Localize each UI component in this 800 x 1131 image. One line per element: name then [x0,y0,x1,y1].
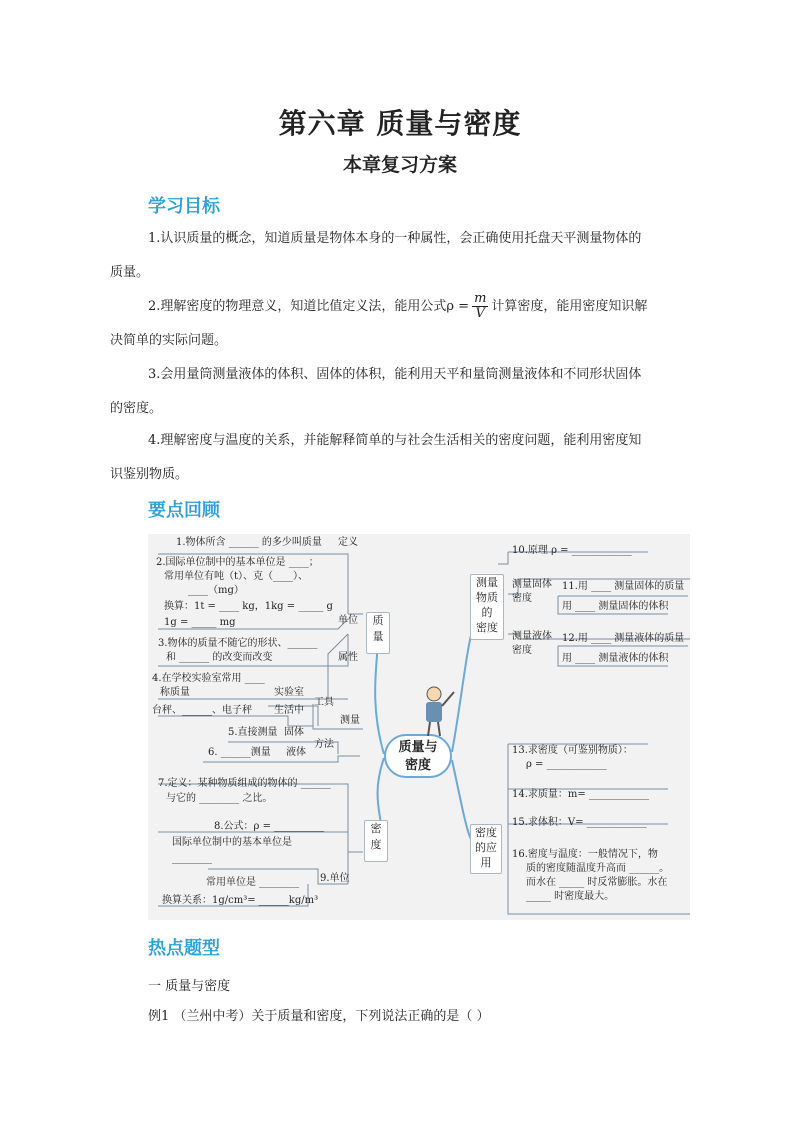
tag-lab: 实验室 [274,687,304,698]
goal-1 [110,222,690,290]
density-common-unit: 常用单位是 ________ [206,877,300,888]
formula-denominator: V [475,306,485,321]
goal-3-line-b: 的密度。 [110,401,163,416]
node-measure-solid: 测量固体 密度 [512,579,552,604]
indirect-measure: 6. ______测量 [208,747,271,758]
teacher-figure-icon [410,684,458,738]
density-temperature-c: 而水在 _____ 时反常膨胀。水在 [526,877,668,888]
goal-3 [110,358,690,426]
find-density: 13.求密度（可鉴别物质）： [512,745,633,756]
solid-volume-step: 用 ____ 测量固体的体积 [562,601,669,612]
node-center [384,734,452,778]
solid-mass-step: 11.用 ____ 测量固体的质量 [562,581,685,592]
density-conversion: 换算关系：1g/cm³= ______kg/m³ [162,895,319,906]
density-formula: 8.公式：ρ = __________ [214,821,325,832]
find-volume: 15.求体积：V= ____________ [512,817,647,828]
mass-unit-line-b: 常用单位有吨（t）、克（____）、 [164,571,309,582]
density-temperature-a: 16.密度与温度：一般情况下，物 [512,849,658,860]
node-measure-density: 测量 物质 的 密度 [470,574,504,640]
goal-2-line-c: 决简单的实际问题。 [110,333,228,348]
mass-unit-conversion-g: 1g = _____ mg [164,617,236,628]
goal-2-text-b: 计算密度，能用密度知识解 [491,299,648,314]
goal-2-line-a [110,290,690,324]
page-subtitle: 本章复习方案 [342,154,457,176]
formula-numerator: m [474,291,487,306]
mass-property-line-a: 3.物体的质量不随它的形状、______ [158,638,318,649]
tag-density-unit: 9.单位 [320,873,350,884]
find-mass: 14.求质量：m= ____________ [512,789,649,800]
concept-mind-map [148,534,690,920]
mass-property-line-b: 和 ______ 的改变而改变 [166,652,273,663]
node-measure-liquid: 测量液体 密度 [512,631,552,656]
tag-method: 方法 [314,739,334,750]
density-temperature-b: 质的密度随温度升高而 ______。 [526,863,670,874]
liquid-volume-step: 用 ____ 测量液体的体积 [562,653,669,664]
measure-principle: 10.原理 ρ = ____________ [512,545,632,556]
section-review-heading: 要点回顾 [148,500,220,521]
section-goals-heading: 学习目标 [148,196,220,217]
density-formula-fraction [472,292,488,321]
center-label-b: 密度 [404,758,431,773]
tag-liquid: 液体 [286,747,306,758]
liquid-mass-step: 12.用 ____ 测量液体的质量 [562,633,685,644]
node-density: 密 度 [364,820,388,862]
tag-tool: 工具 [314,697,334,708]
goal-4-line-b: 识鉴别物质。 [110,467,189,482]
density-si-unit-blank: ________ [172,853,212,864]
mass-tool-line-b: 称质量 [160,687,190,698]
density-si-unit: 国际单位制中的基本单位是 [172,837,292,848]
example-1: 例1 （兰州中考）关于质量和密度，下列说法正确的是（ ） [148,1009,490,1024]
tag-definition: 定义 [338,537,358,548]
mass-tool-line-a: 4.在学校实验室常用 ____ [152,673,265,684]
tag-property: 属性 [338,652,358,663]
center-label-a: 质量与 [398,740,438,755]
tag-solid: 固体 [284,727,304,738]
goal-2-text-a: 2.理解密度的物理意义，知道比值定义法，能用公式ρ = [148,299,470,314]
find-density-formula: ρ = ____________ [526,759,607,770]
goal-4 [110,424,690,492]
mass-unit-line-c: ____（mg） [188,585,244,596]
tag-measure: 测量 [340,715,360,726]
section-hot-heading: 热点题型 [148,938,220,959]
tag-unit: 单位 [338,615,358,626]
tag-daily-life: 生活中 [274,705,304,716]
mass-tool-line-c: 台秤、______、电子秤 [152,705,252,716]
mass-unit-conversion: 换算：1t = ____ kg，1kg = _____ g [164,601,333,612]
goal-1-line-b: 质量。 [110,265,150,280]
mass-definition: 1.物体所含 ______ 的多少叫质量 [176,537,322,548]
density-definition-a: 7.定义：某种物质组成的物体的 ______ [158,778,331,789]
goal-2 [110,290,690,358]
page-title: 第六章 质量与密度 [278,107,522,140]
direct-measure: 5.直接测量 [228,727,278,738]
mass-unit-line-a: 2.国际单位制中的基本单位是 ____； [156,557,319,568]
goal-4-line-a: 4.理解密度与温度的关系，并能解释简单的与社会生活相关的密度问题，能利用密度知 [148,433,642,448]
density-definition-b: 与它的 ________ 之比。 [166,793,273,804]
node-density-application: 密度 的应 用 [470,824,502,874]
goal-3-line-a: 3.会用量筒测量液体的体积、固体的体积，能利用天平和量筒测量液体和不同形状固体 [148,367,642,382]
density-temperature-d: _____ 时密度最大。 [526,891,615,902]
hot-topic-subheading: 一 质量与密度 [148,979,231,994]
node-mass: 质 量 [366,612,390,654]
goal-1-line-a: 1.认识质量的概念，知道质量是物体本身的一种属性，会正确使用托盘天平测量物体的 [148,231,642,246]
